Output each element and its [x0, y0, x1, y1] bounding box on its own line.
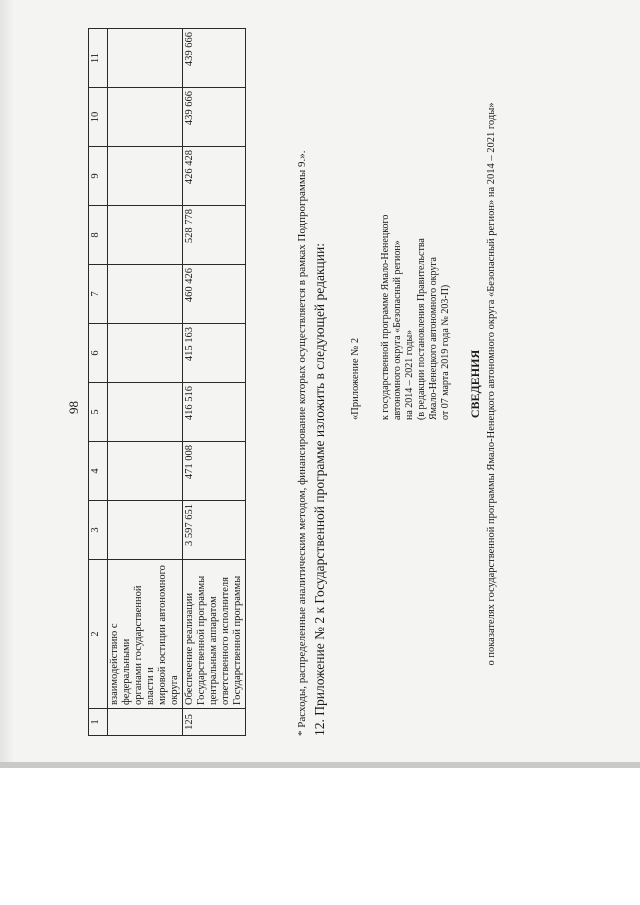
value-cell [108, 383, 183, 442]
row-name [108, 560, 183, 709]
value-cell: 426 428 [183, 147, 246, 206]
header-cell: 4 [89, 442, 108, 501]
footnote: * Расходы, распределенные аналитическим методом, финансирование которых осуществляется в рамках Подпрограммы 9.». [296, 150, 308, 736]
value-cell [108, 442, 183, 501]
table-header-row [89, 29, 108, 736]
value-cell: 528 778 [183, 206, 246, 265]
section-title: СВЕДЕНИЯ [468, 349, 482, 419]
row-name-line: органами государственной власти и [133, 585, 156, 705]
header-cell: 3 [89, 501, 108, 560]
header-cell: 10 [89, 88, 108, 147]
annex-line: (в редакции постановления Правительства [416, 238, 427, 420]
amendment-item: 12. Приложение № 2 к Государственной программе изложить в следующей редакции: [312, 243, 327, 736]
table-row [108, 29, 183, 736]
annex-heading: «Приложение № 2 [350, 337, 361, 420]
header-cell: 8 [89, 206, 108, 265]
value-cell [108, 147, 183, 206]
rotated-document [60, 24, 580, 744]
annex-line: от 07 марта 2019 года № 203-П) [440, 284, 451, 420]
header-cell: 6 [89, 324, 108, 383]
annex-line: к государственной программе Ямало-Ненецкого [380, 214, 391, 420]
table-row [183, 29, 246, 736]
page-number: 98 [66, 401, 81, 414]
row-name-line: мировой юстиции автономного округа [157, 565, 180, 705]
value-cell: 3 597 651 [183, 501, 246, 560]
row-name-line: центральным аппаратом [208, 596, 219, 705]
annex-line: автономного округа «Безопасный регион» [392, 240, 403, 420]
value-cell [108, 88, 183, 147]
header-cell: 5 [89, 383, 108, 442]
value-cell: 471 008 [183, 442, 246, 501]
value-cell: 415 163 [183, 324, 246, 383]
value-cell [108, 501, 183, 560]
financing-table [88, 28, 246, 736]
row-name-line: Государственной программы [232, 575, 243, 705]
row-number [108, 709, 183, 736]
value-cell: 460 426 [183, 265, 246, 324]
header-cell: 9 [89, 147, 108, 206]
value-cell [108, 29, 183, 88]
value-cell [108, 265, 183, 324]
annex-line: Ямало-Ненецкого автономного округа [428, 257, 439, 420]
row-number: 125 [183, 709, 246, 736]
header-cell: 2 [89, 560, 108, 709]
row-name-line: взаимодействию с федеральными [109, 623, 132, 705]
header-cell: 7 [89, 265, 108, 324]
row-name [183, 560, 246, 709]
annex-line: на 2014 – 2021 годы» [404, 329, 415, 420]
value-cell [108, 324, 183, 383]
row-name-line: Обеспечение реализации [184, 592, 195, 705]
row-name-line: Государственной программы [196, 575, 207, 705]
value-cell: 416 516 [183, 383, 246, 442]
header-cell: 11 [89, 29, 108, 88]
value-cell [108, 206, 183, 265]
header-cell: 1 [89, 709, 108, 736]
row-name-line: ответственного исполнителя [220, 577, 231, 705]
annex-details [380, 120, 452, 420]
value-cell: 439 666 [183, 88, 246, 147]
value-cell: 439 666 [183, 29, 246, 88]
section-subtitle: о показателях государственной программы Ямало-Ненецкого автономного округа «Безопасный регион» на 2014 – 2021 годы» [486, 102, 497, 666]
